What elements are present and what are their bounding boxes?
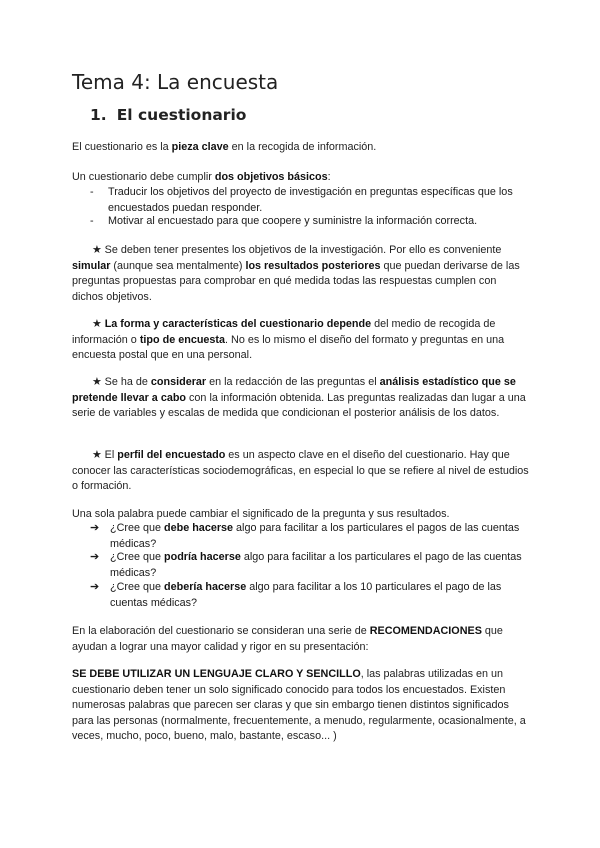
list-item bbox=[90, 580, 530, 611]
text-run: que puedan derivarse de las preguntas propuestas para comprobar en qué medida todas las respuestas cumplen con dichos objetivos. bbox=[72, 259, 520, 303]
arrow-right-icon: ➔ bbox=[90, 522, 100, 534]
star-icon: ★ bbox=[92, 318, 102, 330]
dash-marker: - bbox=[90, 215, 94, 227]
list-item bbox=[90, 185, 530, 216]
bold-run: dos objetivos básicos bbox=[214, 171, 328, 183]
text-run: Se deben tener presentes los objetivos de la investigación. Por ello es conveniente bbox=[101, 244, 502, 256]
star-paragraph-2 bbox=[72, 317, 530, 364]
list-item-text: Motivar al encuestado para que coopere y suministre la información correcta. bbox=[108, 215, 478, 227]
text-run: algo para facilitar a los 10 particulares el pago de las cuentas médicas? bbox=[110, 581, 502, 609]
bold-run: tipo de encuesta bbox=[139, 333, 226, 346]
star-icon: ★ bbox=[92, 376, 102, 388]
text-run: en la redacción de las preguntas el bbox=[206, 376, 380, 388]
bold-run: perfil del encuestado bbox=[117, 449, 226, 461]
text-run: en la recogida de información. bbox=[228, 141, 377, 153]
paragraph-intro bbox=[72, 140, 532, 156]
list-item-text bbox=[90, 580, 530, 611]
text-run: Se ha de bbox=[101, 376, 151, 388]
text-run: , las palabras utilizadas en un cuestionario deben tener un solo significado conocido para todos los encuestados. Existen numerosas palabras que parecen ser claras y que sin embargo tienen distintos significados para las personas (normalmente, frecuentemente, a menudo, regularmente, ocasionalmente, a veces, mucho, poco, bueno, malo, bastante, escaso... ) bbox=[72, 668, 526, 742]
bold-run: los resultados posteriores bbox=[245, 259, 381, 272]
list-item bbox=[90, 550, 530, 581]
star-icon: ★ bbox=[92, 449, 102, 461]
text-run: es un aspecto clave en el diseño del cuestionario. Hay que conocer las características sociodemográficas, en especial lo que se refiere al nivel de estudios o formación. bbox=[72, 449, 529, 492]
bold-run: análisis estadístico que se pretende llevar a cabo bbox=[72, 376, 516, 404]
star-icon: ★ bbox=[92, 244, 102, 256]
paragraph-recommendations bbox=[72, 624, 532, 655]
text-run: El bbox=[101, 449, 118, 461]
bold-run: SE DEBE UTILIZAR UN LENGUAJE CLARO Y SENCILLO bbox=[72, 668, 361, 680]
star-paragraph-4 bbox=[72, 448, 530, 495]
list-item-text bbox=[90, 550, 530, 581]
text-run: ¿Cree que bbox=[110, 581, 165, 593]
text-run: que ayudan a lograr una mayor calidad y rigor en su presentación: bbox=[72, 625, 503, 653]
bold-run: La forma y características del cuestionario depende bbox=[104, 318, 372, 330]
text-run: ¿Cree que bbox=[110, 551, 165, 563]
arrow-right-icon: ➔ bbox=[90, 551, 100, 563]
bold-run: simular bbox=[72, 259, 111, 272]
text-run: con la información obtenida. Las preguntas realizadas dan lugar a una serie de variables y escalas de medida que condicionan el posterior análisis de los datos. bbox=[72, 391, 526, 419]
text-run: algo para facilitar a los particulares el pago de las cuentas médicas? bbox=[110, 551, 522, 579]
text-run: del medio de recogida de información o bbox=[72, 318, 496, 346]
text-run: El cuestionario es la bbox=[72, 141, 172, 153]
star-paragraph-3 bbox=[72, 375, 530, 422]
bold-run: debería hacerse bbox=[164, 581, 247, 593]
bold-run: RECOMENDACIONES bbox=[369, 625, 482, 637]
bold-run: debe hacerse bbox=[164, 522, 234, 534]
star-paragraph-1 bbox=[72, 243, 530, 305]
bold-run: considerar bbox=[150, 376, 207, 388]
text-run: En la elaboración del cuestionario se consideran una serie de bbox=[72, 625, 370, 637]
bold-run: pieza clave bbox=[171, 141, 229, 153]
arrow-right-icon: ➔ bbox=[90, 581, 100, 593]
text-run: . No es lo mismo el diseño del formato y preguntas en una encuesta postal que en una personal. bbox=[72, 333, 505, 361]
paragraph-clear-language bbox=[72, 667, 532, 745]
text-run: (aunque sea mentalmente) bbox=[110, 259, 246, 272]
dash-marker: - bbox=[90, 186, 94, 198]
list-item-text bbox=[90, 521, 530, 552]
section-heading bbox=[90, 106, 246, 124]
list-item-text: Traducir los objetivos del proyecto de investigación en preguntas específicas que los encuestados puedan responder. bbox=[108, 186, 513, 214]
bold-run: podría hacerse bbox=[164, 551, 241, 563]
text-run: : bbox=[327, 171, 331, 183]
section-label: El cuestionario bbox=[116, 106, 247, 124]
document-title: Tema 4: La encuesta bbox=[72, 70, 279, 94]
paragraph-word-change: Una sola palabra puede cambiar el significado de la pregunta y sus resultados. bbox=[72, 508, 450, 520]
paragraph-objectives bbox=[72, 170, 532, 186]
text-run: ¿Cree que bbox=[110, 522, 165, 534]
list-item bbox=[90, 521, 530, 552]
text-run: Un cuestionario debe cumplir bbox=[72, 171, 215, 183]
section-number: 1. bbox=[90, 106, 107, 124]
text-run: algo para facilitar a los particulares el pagos de las cuentas médicas? bbox=[110, 522, 520, 550]
list-item bbox=[90, 214, 530, 230]
